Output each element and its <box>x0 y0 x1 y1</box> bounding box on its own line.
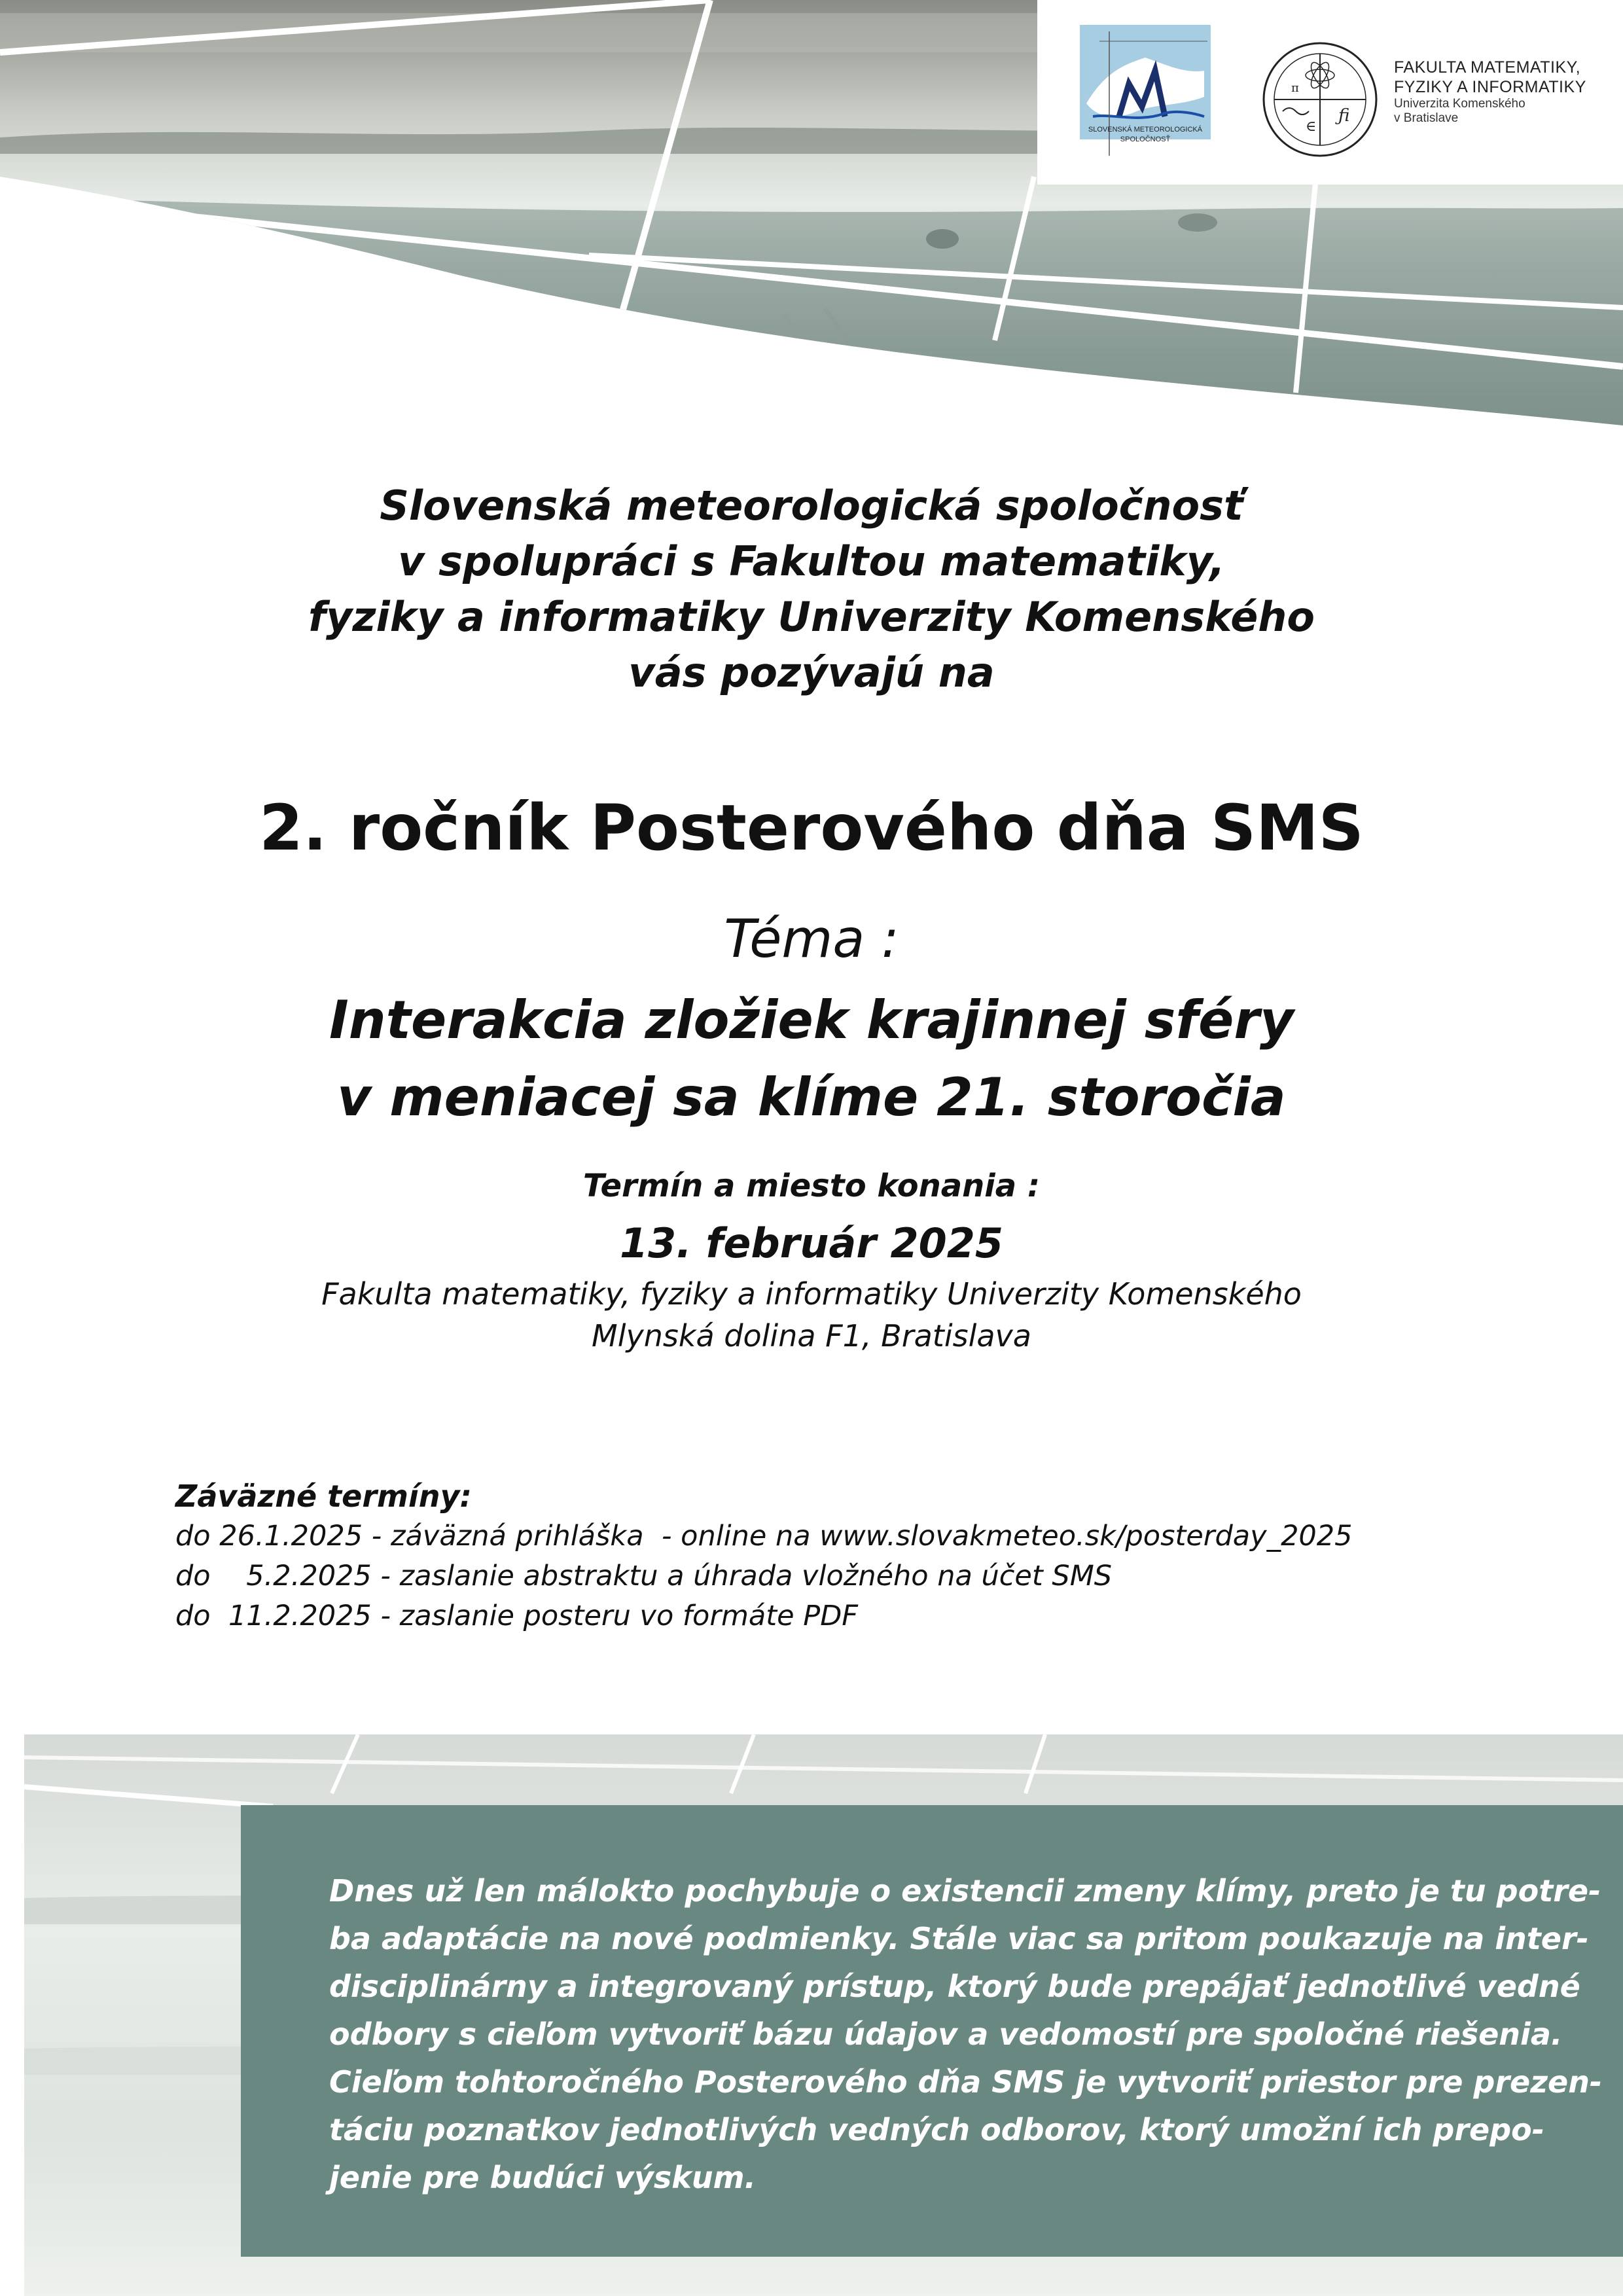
description-line: disciplinárny a integrovaný prístup, ktorý bude prepájať jednotlivé vedné <box>329 1969 1580 2004</box>
intro-line: vás pozývajú na <box>628 649 995 696</box>
deadline-row: do 11.2.2025 - zaslanie posteru vo formáte PDF <box>175 1600 859 1632</box>
sms-logo-icon <box>1080 25 1211 162</box>
theme-line: Interakcia zložiek krajinnej sféry <box>329 990 1294 1050</box>
venue-line: Mlynská dolina F1, Bratislava <box>592 1318 1031 1354</box>
fmfi-name-line-1: FAKULTA MATEMATIKY, <box>1394 58 1581 77</box>
description-line: ba adaptácie na nové podmienky. Stále viac sa pritom poukazuje na inter- <box>329 1921 1589 1956</box>
description-text <box>329 1867 1603 2202</box>
svg-text:ƒi: ƒi <box>1338 106 1350 126</box>
fmfi-name-line-2: FYZIKY A INFORMATIKY <box>1394 78 1586 96</box>
deadline-row: do 5.2.2025 - zaslanie abstraktu a úhrada vložného na účet SMS <box>175 1560 1113 1592</box>
event-date: 13. február 2025 <box>619 1219 1004 1267</box>
fmfi-sub-line-1: Univerzita Komenského <box>1394 97 1525 111</box>
description-box <box>241 1805 1623 2257</box>
description-line: jenie pre budúci výskum. <box>329 2160 757 2195</box>
deadline-row: do 26.1.2025 - záväzná prihláška - online na www.slovakmeteo.sk/posterday_2025 <box>175 1520 1353 1552</box>
description-line: Cieľom tohtoročného Posterového dňa SMS je vytvoriť priestor pre prezen- <box>329 2064 1603 2100</box>
fmfi-sub-line-2: v Bratislave <box>1394 111 1459 125</box>
svg-text:∈: ∈ <box>1306 118 1317 135</box>
venue-line: Fakulta matematiky, fyziky a informatiky Univerzity Komenského <box>321 1276 1302 1312</box>
intro-line: v spolupráci s Fakultou matematiky, <box>398 537 1225 585</box>
deadlines-section <box>175 1476 1484 1636</box>
event-title: 2. ročník Posterového dňa SMS <box>259 791 1364 865</box>
fmfi-logo-icon <box>1260 39 1381 160</box>
intro-line: fyziky a informatiky Univerzity Komenského <box>308 593 1315 641</box>
event-venue <box>0 1273 1623 1357</box>
sms-logo-line-2: SPOLOČNOSŤ <box>1120 135 1171 143</box>
description-line: táciu poznatkov jednotlivých vedných odborov, ktorý umožní ich prepo- <box>329 2112 1544 2147</box>
description-line: odbory s cieľom vytvoriť bázu údajov a vedomostí pre spoločné riešenia. <box>329 2017 1563 2052</box>
deadlines-heading: Záväzné termíny: <box>175 1479 472 1514</box>
svg-text:π: π <box>1291 81 1299 95</box>
invitation-intro <box>0 478 1623 700</box>
theme-line: v meniacej sa klíme 21. storočia <box>337 1067 1286 1128</box>
theme-title <box>0 982 1623 1136</box>
term-label: Termín a miesto konania : <box>582 1168 1041 1204</box>
fmfi-name <box>1394 58 1616 126</box>
description-line: Dnes už len málokto pochybuje o existencii zmeny klímy, preto je tu potre- <box>329 1873 1601 1909</box>
theme-label: Téma : <box>724 908 899 969</box>
logo-area <box>1037 0 1623 185</box>
sms-logo-line-1: SLOVENSKÁ METEOROLOGICKÁ <box>1088 126 1203 134</box>
intro-line: Slovenská meteorologická spoločnosť <box>380 482 1243 529</box>
